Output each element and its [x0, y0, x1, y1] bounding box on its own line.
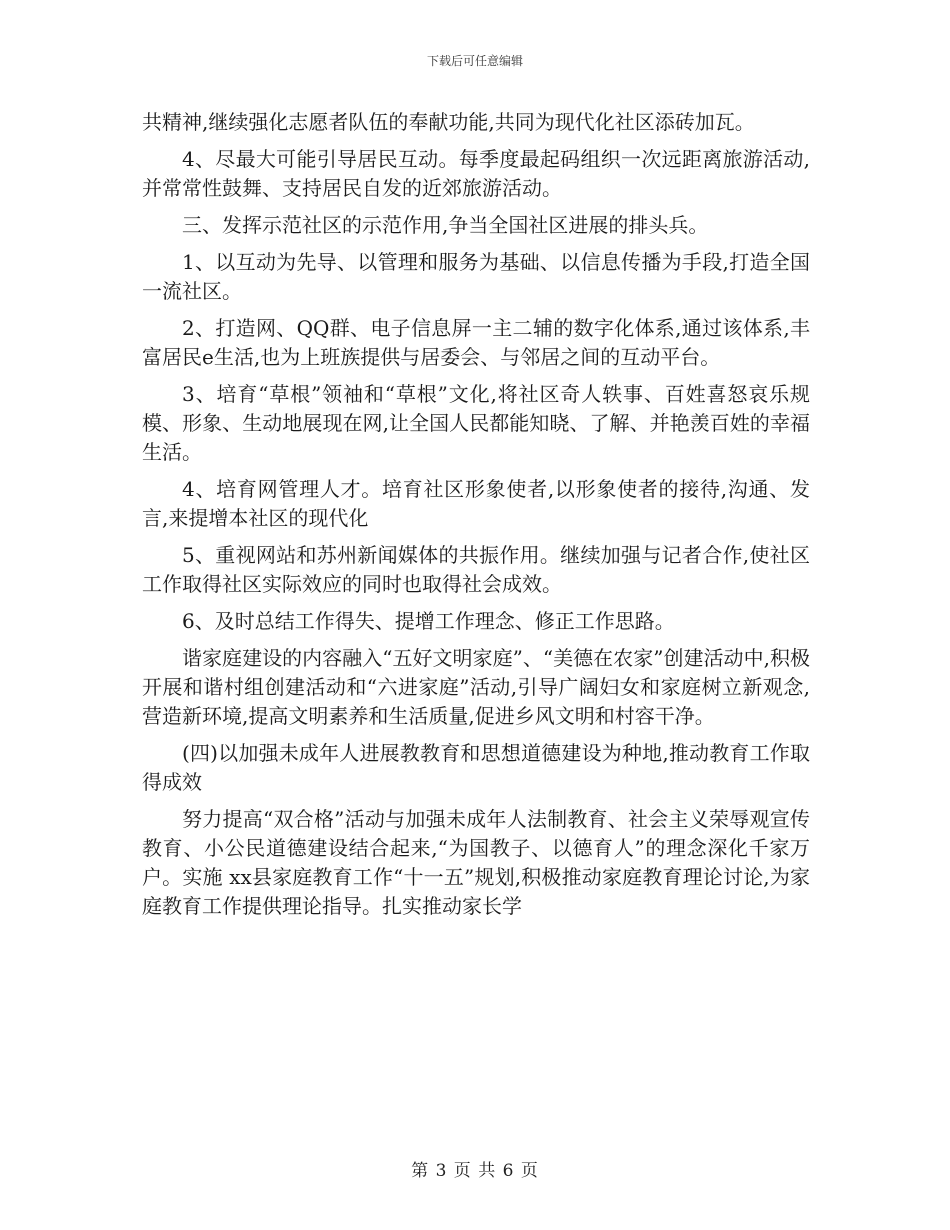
paragraph: 2、打造网、QQ群、电子信息屏一主二辅的数字化体系,通过该体系,丰富居民e生活,也为上班族提供与居委会、与邻居之间的互动平台。: [142, 316, 810, 369]
paragraph: 谐家庭建设的内容融入“五好文明家庭”、“美德在农家”创建活动中,积极开展和谐村组创建活动和“六进家庭”活动,引导广阔妇女和家庭树立新观念,营造新环境,提高文明素养和生活质量,促进乡风文明和村容干净。: [142, 646, 810, 728]
section-heading: 三、发挥示范社区的示范作用,争当全国社区进展的排头兵。: [182, 213, 709, 237]
paragraph: 1、以互动为先导、以管理和服务为基础、以信息传播为手段,打造全国一流社区。: [142, 250, 810, 303]
document-body: [142, 108, 810, 929]
page-header: 下载后可任意编辑: [426, 54, 523, 68]
paragraph: 5、重视网站和苏州新闻媒体的共振作用。继续加强与记者合作,使社区工作取得社区实际效应的同时也取得社会成效。: [142, 543, 810, 596]
paragraph: 努力提高“双合格”活动与加强未成年人法制教育、社会主义荣辱观宣传教育、小公民道德建设结合起来,“为国教子、以德育人”的理念深化千家万户。实施 xx县家庭教育工作“十一五”规划,积极推动家庭教育理论讨论,为家庭教育工作提供理论指导。扎实推动家长学: [142, 807, 810, 918]
paragraph: 4、尽最大可能引导居民互动。每季度最起码组织一次远距离旅游活动,并常常性鼓舞、支持居民自发的近郊旅游活动。: [142, 147, 810, 200]
paragraph: 3、培育“草根”领袖和“草根”文化,将社区奇人轶事、百姓喜怒哀乐规模、形象、生动地展现在网,让全国人民都能知晓、了解、并艳羡百姓的幸福生活。: [142, 382, 810, 464]
section-heading: (四)以加强未成年人进展教教育和思想道德建设为种地,推动教育工作取得成效: [142, 741, 810, 794]
page-number-footer: 第 3 页 共 6 页: [411, 1161, 539, 1181]
paragraph: 4、培育网管理人才。培育社区形象使者,以形象使者的接待,沟通、发言,来提增本社区的现代化: [142, 477, 810, 530]
paragraph: 共精神,继续强化志愿者队伍的奉献功能,共同为现代化社区添砖加瓦。: [142, 110, 755, 134]
paragraph: 6、及时总结工作得失、提增工作理念、修正工作思路。: [182, 609, 675, 633]
